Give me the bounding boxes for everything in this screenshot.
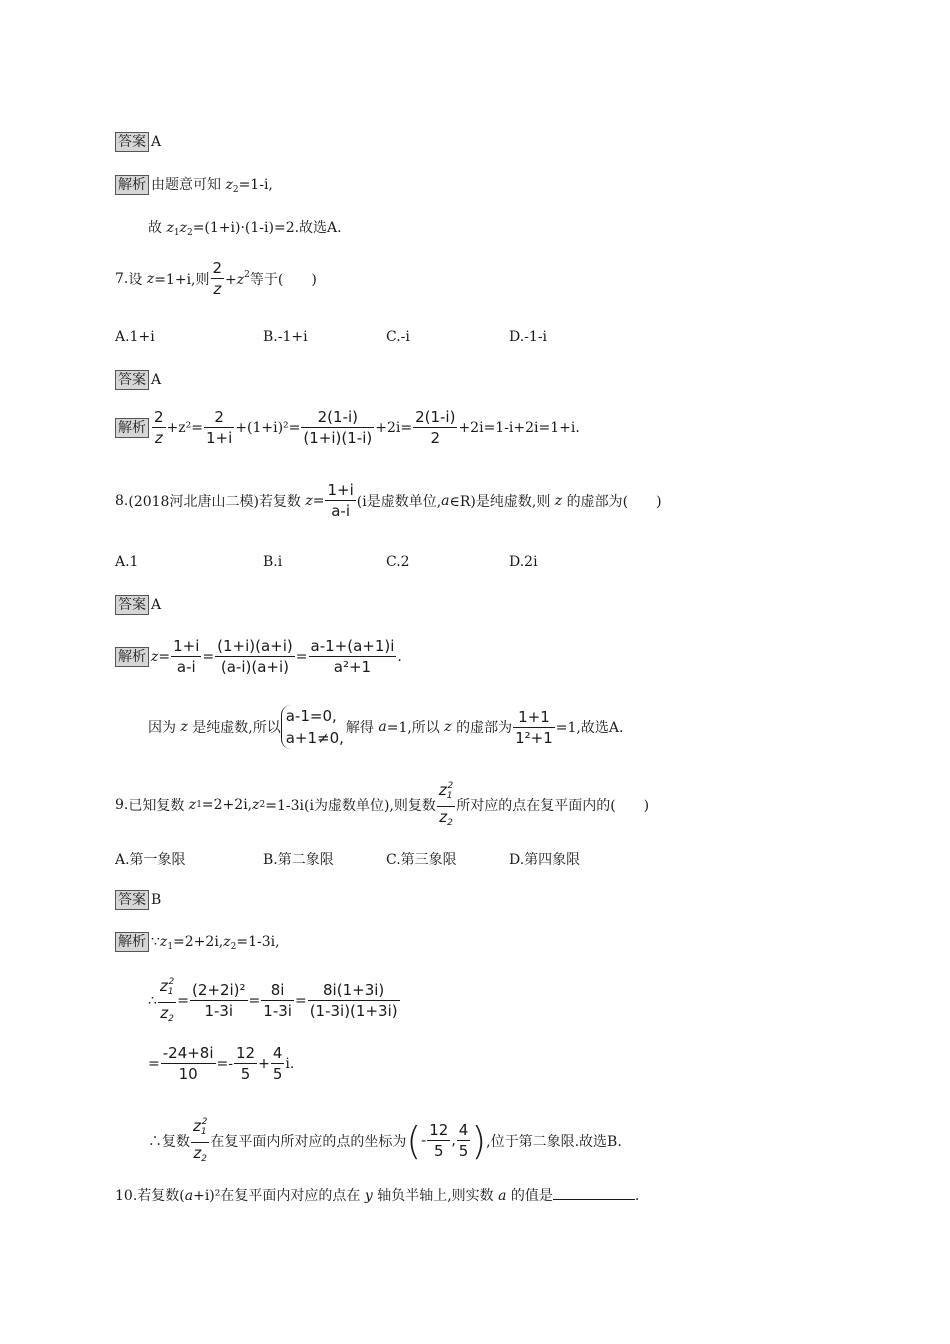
option-b: B.-1+i [263,329,308,345]
fraction: $\frac{12}{5}$ [429,1121,449,1160]
equation-system: a-1=0, a+1≠0, [281,705,344,749]
q6-analysis-expr: =1-i, [238,177,273,193]
fraction: $\frac{12}{5}$ [235,1044,256,1083]
q7-answer-line [115,370,161,390]
q8-stem-pre: (2018河北唐山二模)若复数 [128,493,301,510]
q8-analysis-line1: 解析 z = $\frac{1+i}{a-i}$ = $\frac{(1+i)(a+i)}{(a-i)(a+i)}$ = $\frac{a-1+(a+1)i}{\text{a²+1}}$ . [115,636,402,677]
q7-stem: 7. 设 z =1+i,则 $\frac{2}{z}$ $+z^2$ 等于( ) [115,259,317,298]
question-number: 10. [115,1188,138,1204]
q8-stem-post: (i是虚数单位, [356,493,442,510]
q7-options [115,329,547,345]
fraction: $\frac{8i}{1-3i}$ [263,981,292,1020]
q8-options [115,554,538,570]
analysis-tag: 解析 [115,175,149,195]
expr-text: +z²= [166,419,203,436]
q7-stem-mid: =1+i,则 [154,271,210,288]
option-b: B.i [263,554,283,570]
q7-stem-post: 等于( ) [249,271,317,288]
fraction: $\frac{-24+8i}{10}$ [162,1044,214,1083]
q7-stem-pre: 设 [128,271,143,288]
analysis-tag: 解析 [115,932,149,952]
q9-stem: 9. 已知复数 z 1 =2+2i, z 2 =1-3i(i为虚数单位),则复数 $\frac{z_1^2}{z_2}$ 所对应的点在复平面内的( ) [115,776,649,833]
q6-analysis-line2: 故 $z_1z_2=(1+i)\cdot(1-i)=2$.故选A. [148,220,342,238]
fraction: $\frac{z_1^2}{z_2}$ [191,1112,209,1169]
q8-stem-post2: ∈R)是纯虚数,则 [449,493,551,510]
q6-analysis-text: 由题意可知 [151,177,221,193]
fraction: $\frac{z_1^2}{z_2}$ [437,776,455,833]
option-c: C.-i [386,329,410,345]
option-a: A.1+i [115,329,155,345]
fraction: $\frac{2}{z}$ [154,408,164,447]
q6-analysis-pre: 故 [148,220,162,236]
q6-analysis-result: =(1+i)·(1-i)=2.故选A. [192,220,342,236]
answer-blank[interactable] [553,1185,635,1200]
q9-answer: B [151,892,162,908]
fraction: $\frac{a-1+(a+1)i}{\text{a²+1}}$ [310,637,395,676]
fraction: $\frac{2(1-i)}{2}$ [415,408,456,447]
question-number: 8. [115,492,129,509]
expr-text: +2i= [375,419,413,436]
q8-answer-line [115,595,161,615]
fraction: $\frac{2}{z}$ [212,259,223,298]
q10-stem: 10.若复数(a+i)²在复平面内对应的点在 y 轴负半轴上,则实数 a 的值是 . [115,1185,639,1205]
q10-stem-pre: 若复数( [137,1188,185,1204]
answer-tag: 答案 [115,132,149,152]
q8-line2-pre: 因为 [148,720,176,736]
q9-analysis-line4: ∴复数 $\frac{z_1^2}{z_2}$ 在复平面内所对应的点的坐标为 ( - $\frac{12}{5}$ , $\frac{4}{5}$ ) ,位于第二象限.故选B. [148,1112,622,1169]
option-d: D.-1-i [509,329,548,345]
q9-analysis-line1: 解析 $\because z_1=2+2i,z_2=1-3i$, [115,932,280,952]
option-c: C.第三象限 [386,852,457,868]
fraction: $\frac{1+i}{a-i}$ [173,637,200,676]
fraction: $\frac{2}{1+i}$ [206,408,233,447]
q8-answer: A [151,597,162,613]
q7-answer: A [151,372,162,388]
fraction: $\frac{4}{5}$ [458,1121,469,1160]
q8-stem-post3: 的虚部为( ) [566,493,662,510]
answer-tag: 答案 [115,890,149,910]
expr-text: +(1+i)²= [235,419,301,436]
q9-options [115,849,580,869]
q7-analysis [115,407,580,448]
analysis-tag: 解析 [115,647,149,667]
q8-analysis-line2: 因为 z 是纯虚数,所以 a-1=0, a+1≠0, 解得 a =1,所以 z 的虚部为 $\frac{1+1}{\text{1²+1}}$ =1,故选A. [148,707,624,747]
fraction: $\frac{8i(1+3i)}{(1-3i)(1+3i)}$ [309,981,398,1020]
answer-tag: 答案 [115,370,149,390]
option-d: D.第四象限 [509,852,581,868]
option-a: A.第一象限 [115,852,186,868]
option-a: A.1 [115,554,139,570]
fraction: $\frac{4}{5}$ [272,1044,283,1083]
q9-answer-line [115,890,161,910]
q9-analysis-line2: ∴ $\frac{z_1^2}{z_2}$ = $\frac{\text{(2+2i)²}}{1-3i}$ = $\frac{8i}{1-3i}$ = $\frac{8i(1+3i)}{(1-3i)(1+3i)}$ [148,972,401,1029]
q9-analysis-line3: = $\frac{-24+8i}{10}$ =- $\frac{12}{5}$ + $\frac{4}{5}$ i. [148,1044,295,1083]
question-number: 7. [115,270,129,287]
q6-answer: A [151,134,162,150]
analysis-tag: 解析 [115,418,149,438]
question-number: 9. [115,796,129,813]
fraction: $\frac{2(1-i)}{(1+i)(1-i)}$ [303,408,373,447]
answer-tag: 答案 [115,595,149,615]
fraction: $\frac{1+i}{a-i}$ [327,481,354,520]
fraction: $\frac{z_1^2}{z_2}$ [158,972,176,1029]
option-d: D.2i [509,554,538,570]
fraction: $\frac{1+1}{\text{1²+1}}$ [515,707,553,747]
q8-stem: 8. (2018河北唐山二模)若复数 z = $\frac{1+i}{a-i}$ (i是虚数单位, a ∈R)是纯虚数,则 z 的虚部为( ) [115,481,662,520]
q8-line2-post: 解得 [345,720,374,736]
option-b: B.第二象限 [263,852,334,868]
option-c: C.2 [386,554,410,570]
q6-analysis-line1: 解析 由题意可知 $z_2=1-i$, [115,174,273,195]
q6-answer-line [115,132,161,152]
q8-line2-mid: 是纯虚数,所以 [192,720,281,736]
q9-stem-pre: 已知复数 [128,797,185,814]
fraction: $\frac{(1+i)(a+i)}{(a-i)(a+i)}$ [217,637,293,676]
fraction: $\frac{\text{(2+2i)²}}{1-3i}$ [192,981,246,1020]
expr-text: +2i=1-i+2i=1+i. [458,419,580,436]
